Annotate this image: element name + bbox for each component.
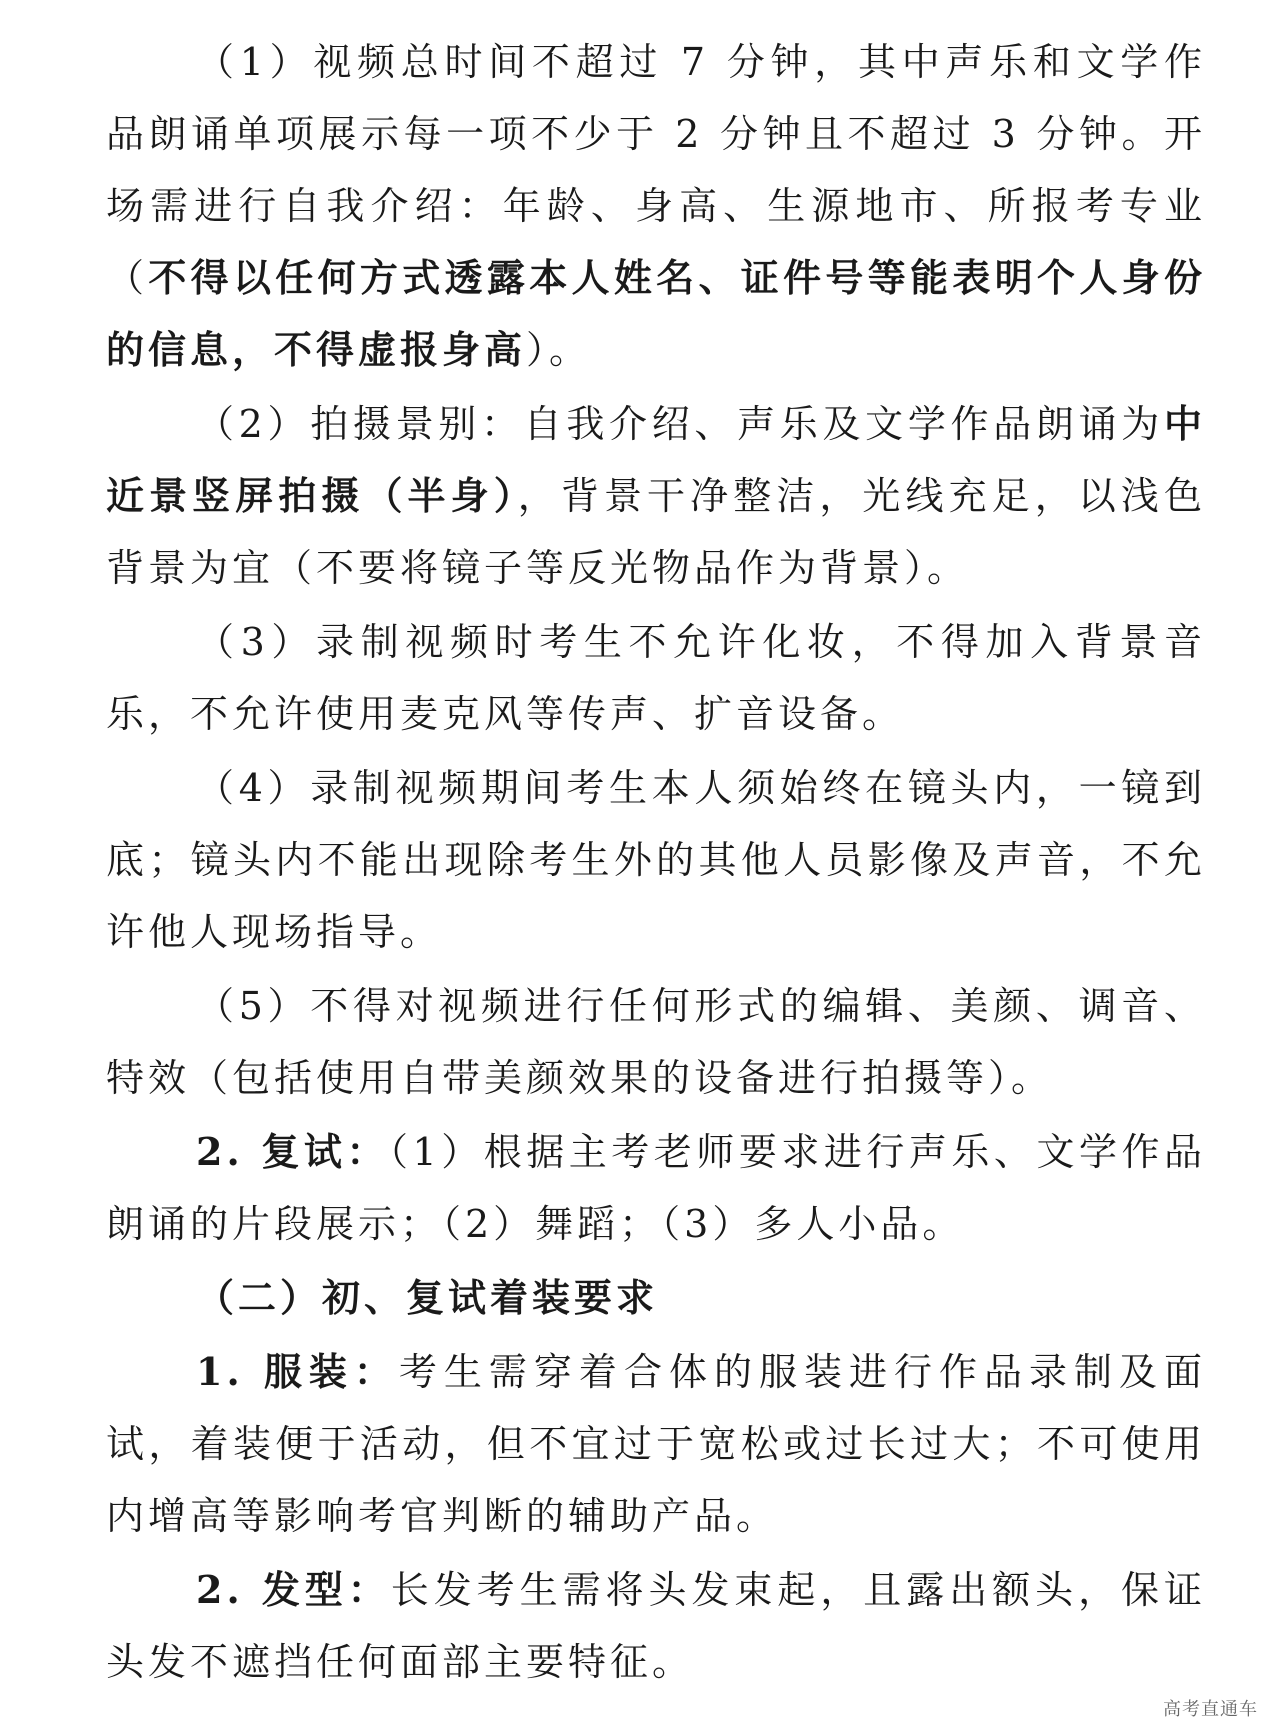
text: ）。: [526, 328, 592, 372]
bold-text: 1. 服装：: [196, 1349, 399, 1394]
watermark: 高考直通车: [1163, 1699, 1258, 1720]
paragraph-no-editing: （5）不得对视频进行任何形式的编辑、美颜、调音、特效（包括使用自带美颜效果的设备进行拍摄等）。: [106, 984, 1206, 1100]
paragraph-hairstyle: [106, 1554, 1206, 1698]
paragraph-shot-framing: [106, 388, 1206, 604]
bold-text: 不得以任何方式透露本人姓名、证件号等能表明个人身份的信息，不得虚报身高: [106, 255, 1206, 372]
paragraph-in-frame: （4）录制视频期间考生本人须始终在镜头内，一镜到底；镜头内不能出现除考生外的其他人员影像及声音，不允许他人现场指导。: [106, 766, 1206, 954]
document-body: [106, 26, 1206, 1698]
text: 长发考生需将头发束起，且露出额头，保证头发不遮挡任何面部主要特征。: [106, 1568, 1206, 1684]
paragraph-video-duration: [106, 26, 1206, 386]
text: （1）视频总时间不超过 7 分钟，其中声乐和文学作品朗诵单项展示每一项不少于 2 分钟且不超过 3 分钟。开场需进行自我介绍：年龄、身高、生源地市、所报考专业（: [106, 40, 1206, 300]
paragraph-retest: [106, 1116, 1206, 1260]
bold-text: 中近景竖屏拍摄（半身）: [106, 401, 1206, 518]
paragraph-no-makeup: （3）录制视频时考生不允许化妆，不得加入背景音乐，不允许使用麦克风等传声、扩音设备。: [106, 620, 1206, 736]
text: （1）根据主考老师要求进行声乐、文学作品朗诵的片段展示；（2）舞蹈；（3）多人小品。: [106, 1130, 1206, 1246]
text: ，背景干净整洁，光线充足，以浅色背景为宜（不要将镜子等反光物品作为背景）。: [106, 474, 1206, 590]
bold-text: 2. 复试：: [196, 1129, 389, 1174]
bold-text: 2. 发型：: [196, 1567, 391, 1612]
paragraph-clothing: [106, 1336, 1206, 1552]
text: 考生需穿着合体的服装进行作品录制及面试，着装便于活动，但不宜过于宽松或过长过大；不可使用内增高等影响考官判断的辅助产品。: [106, 1350, 1206, 1538]
section-heading: （二）初、复试着装要求: [196, 1275, 659, 1320]
text: （2）拍摄景别：自我介绍、声乐及文学作品朗诵为: [196, 402, 1164, 446]
